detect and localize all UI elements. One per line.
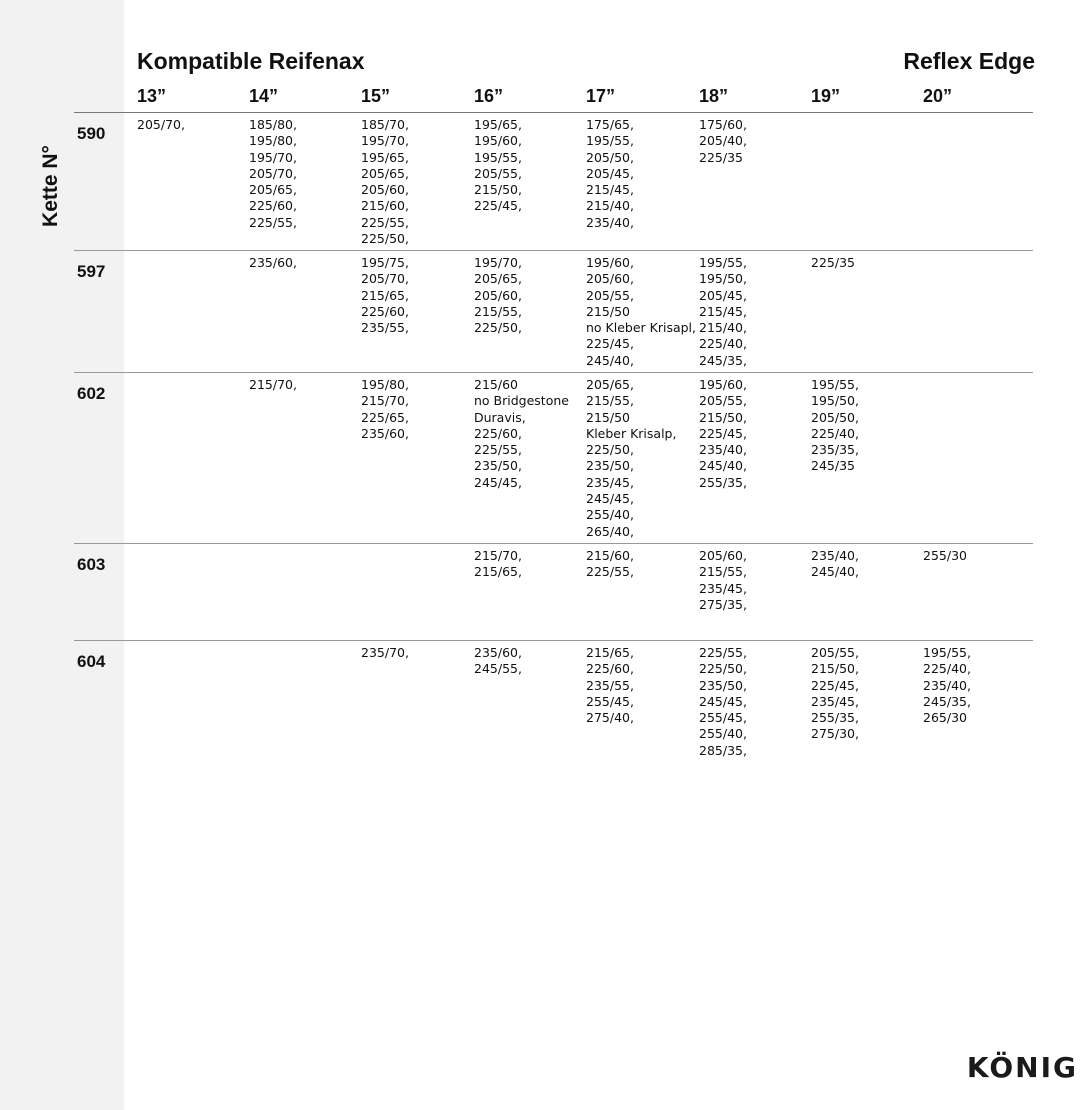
tire-size-cell: 195/65, 195/60, 195/55, 205/55, 215/50, 225/45, xyxy=(474,117,522,214)
size-header: 13” xyxy=(137,86,167,106)
tire-size-cell: 195/55, 195/50, 205/50, 225/40, 235/35, 245/35 xyxy=(811,377,859,474)
row-divider xyxy=(74,372,1033,373)
chain-axis-label: Kette N° xyxy=(39,145,62,227)
chain-number: 602 xyxy=(77,384,106,403)
tire-size-cell: 215/70, xyxy=(249,377,297,392)
row-divider xyxy=(74,112,1033,113)
row-divider xyxy=(74,543,1033,544)
chain-number: 603 xyxy=(77,555,106,574)
tire-size-cell: 215/65, 225/60, 235/55, 255/45, 275/40, xyxy=(586,645,634,726)
product-name: Reflex Edge xyxy=(903,48,1035,74)
tire-size-cell: 235/60, xyxy=(249,255,297,270)
size-header: 19” xyxy=(811,86,841,106)
tire-size-cell: 195/60, 205/60, 205/55, 215/50 no Kleber Krisapl, 225/45, 245/40, xyxy=(586,255,697,368)
chain-number: 597 xyxy=(77,262,106,281)
tire-size-cell: 185/70, 195/70, 195/65, 205/65, 205/60, 215/60, 225/55, 225/50, xyxy=(361,117,409,247)
tire-size-cell: 195/70, 205/65, 205/60, 215/55, 225/50, xyxy=(474,255,522,336)
tire-size-cell: 225/55, 225/50, 235/50, 245/45, 255/45, 255/40, 285/35, xyxy=(699,645,747,758)
tire-size-cell: 235/70, xyxy=(361,645,409,660)
size-header: 18” xyxy=(699,86,729,106)
tire-size-cell: 195/80, 215/70, 225/65, 235/60, xyxy=(361,377,409,441)
tire-size-cell: 225/35 xyxy=(811,255,855,270)
size-header: 17” xyxy=(586,86,616,106)
size-header: 15” xyxy=(361,86,391,106)
tire-size-cell: 235/40, 245/40, xyxy=(811,548,859,580)
tire-size-cell: 195/55, 195/50, 205/45, 215/45, 215/40, 225/40, 245/35, xyxy=(699,255,747,368)
chain-number: 604 xyxy=(77,652,106,671)
tire-size-cell: 215/70, 215/65, xyxy=(474,548,522,580)
size-header: 20” xyxy=(923,86,953,106)
size-header: 16” xyxy=(474,86,504,106)
tire-size-cell: 205/55, 215/50, 225/45, 235/45, 255/35, 275/30, xyxy=(811,645,859,742)
row-divider xyxy=(74,640,1033,641)
chain-number: 590 xyxy=(77,124,106,143)
tire-size-cell: 205/65, 215/55, 215/50 Kleber Krisalp, 225/50, 235/50, 235/45, 245/45, 255/40, 265/40, xyxy=(586,377,677,539)
tire-size-cell: 195/75, 205/70, 215/65, 225/60, 235/55, xyxy=(361,255,409,336)
tire-size-cell: 175/60, 205/40, 225/35 xyxy=(699,117,747,165)
row-divider xyxy=(74,250,1033,251)
tire-size-cell: 175/65, 195/55, 205/50, 205/45, 215/45, 215/40, 235/40, xyxy=(586,117,634,230)
tire-size-cell: 195/55, 225/40, 235/40, 245/35, 265/30 xyxy=(923,645,971,726)
brand-logo: KÖNIG xyxy=(966,1051,1078,1084)
size-header: 14” xyxy=(249,86,279,106)
page-title: Kompatible Reifenax xyxy=(137,48,365,74)
tire-size-cell: 235/60, 245/55, xyxy=(474,645,522,677)
tire-size-cell: 195/60, 205/55, 215/50, 225/45, 235/40, 245/40, 255/35, xyxy=(699,377,747,490)
tire-size-cell: 215/60, 225/55, xyxy=(586,548,634,580)
tire-size-cell: 215/60 no Bridgestone Duravis, 225/60, 225/55, 235/50, 245/45, xyxy=(474,377,569,490)
tire-size-cell: 185/80, 195/80, 195/70, 205/70, 205/65, 225/60, 225/55, xyxy=(249,117,297,230)
tire-size-cell: 205/70, xyxy=(137,117,185,132)
tire-size-cell: 205/60, 215/55, 235/45, 275/35, xyxy=(699,548,747,612)
tire-size-cell: 255/30 xyxy=(923,548,967,563)
